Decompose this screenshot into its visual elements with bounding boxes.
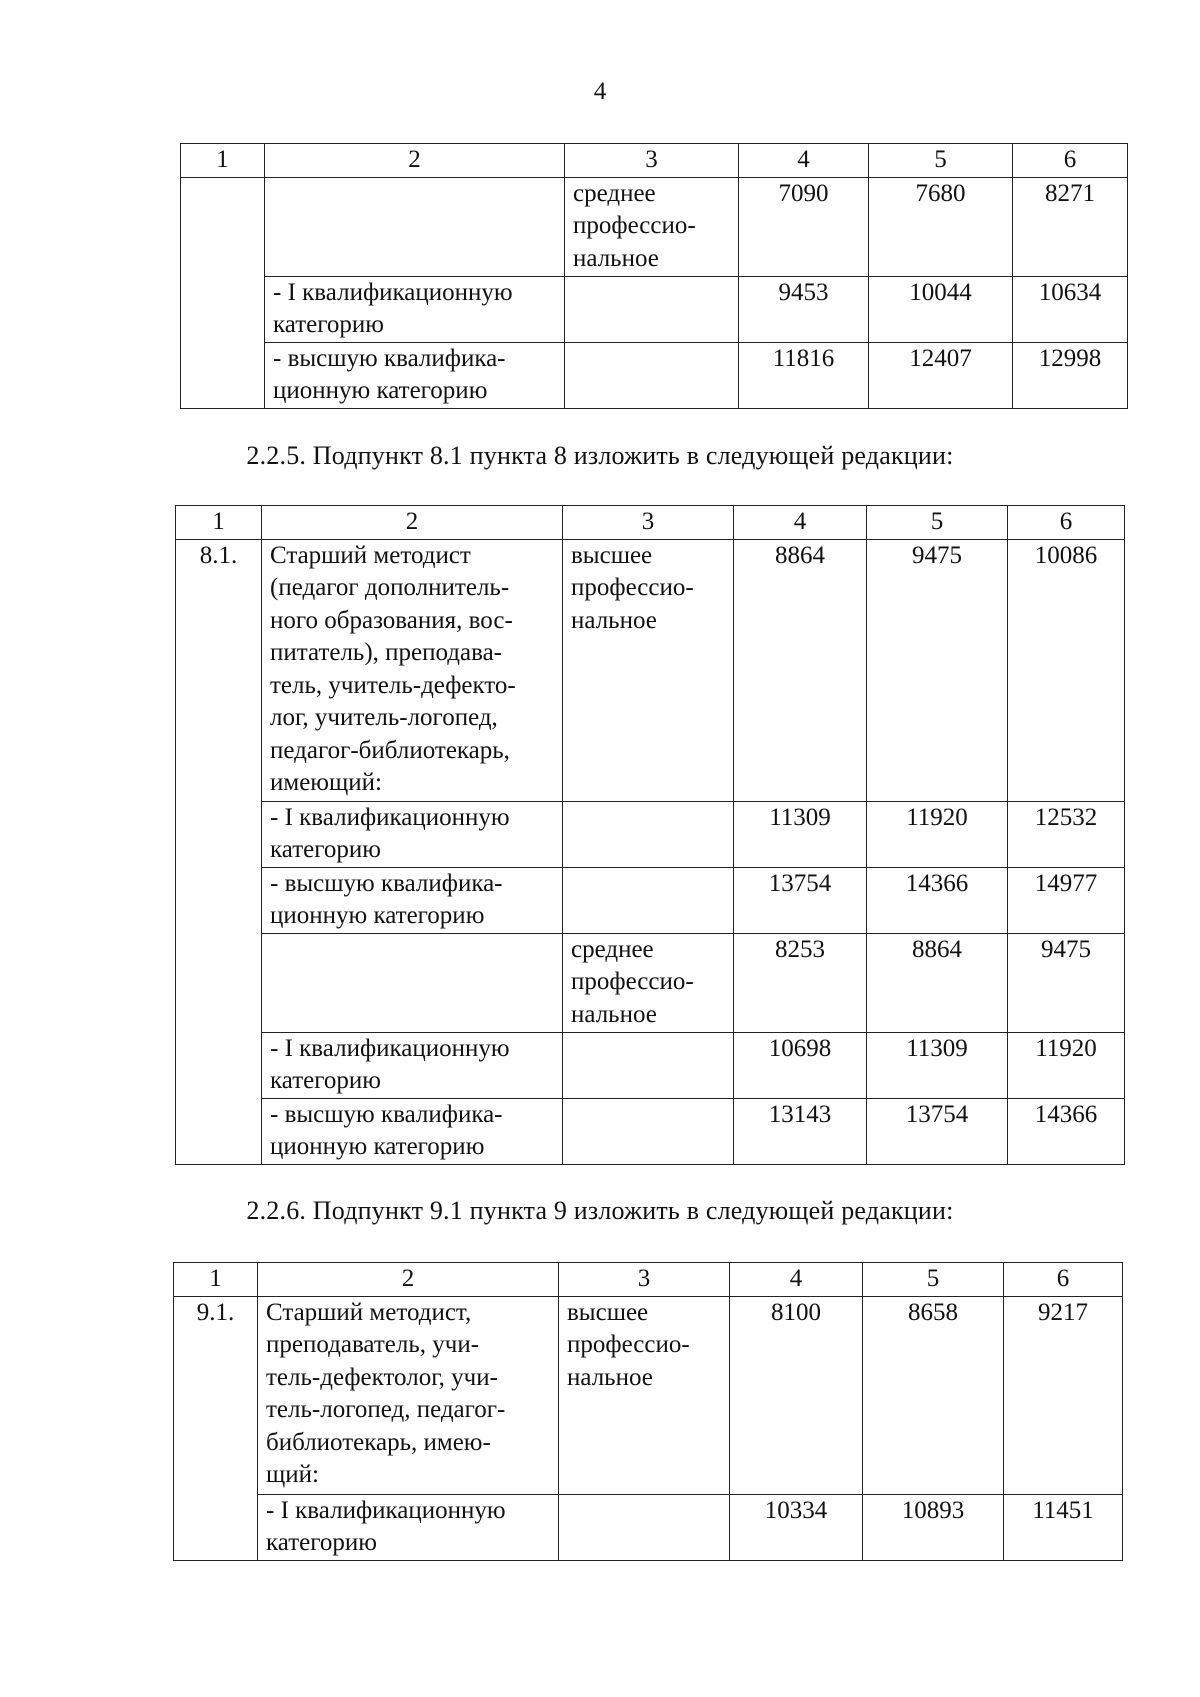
salary-cell: 10698	[734, 1032, 867, 1098]
salary-cell: 13754	[867, 1098, 1008, 1164]
header-cell: 1	[174, 1263, 258, 1297]
salary-cell: 9475	[1008, 933, 1125, 1032]
header-cell: 5	[863, 1263, 1004, 1297]
salary-table-continuation	[180, 143, 1128, 409]
salary-table-8-1	[175, 505, 1125, 1165]
education-cell: высшее профессио- нальное	[563, 539, 734, 801]
table-row	[176, 1032, 1125, 1098]
header-cell: 6	[1008, 506, 1125, 540]
salary-cell: 11309	[734, 801, 867, 867]
salary-cell: 8253	[734, 933, 867, 1032]
header-cell: 5	[867, 506, 1008, 540]
position-cell: - высшую квалифика- ционную категорию	[265, 342, 565, 408]
salary-cell: 12407	[869, 342, 1013, 408]
table-row	[176, 801, 1125, 867]
table-row	[181, 177, 1128, 276]
header-cell: 3	[559, 1263, 730, 1297]
salary-cell: 9217	[1004, 1296, 1123, 1494]
salary-cell: 13754	[734, 867, 867, 933]
salary-cell: 7090	[739, 177, 869, 276]
salary-cell: 11816	[739, 342, 869, 408]
row-index-cell: 8.1.	[176, 539, 262, 1164]
position-cell: - I квалификационную категорию	[265, 276, 565, 342]
amendment-paragraph-2-2-6: 2.2.6. Подпункт 9.1 пункта 9 изложить в следующей редакции:	[246, 1196, 954, 1225]
education-cell: высшее профессио- нальное	[559, 1296, 730, 1494]
header-cell: 5	[869, 144, 1013, 178]
salary-cell: 8100	[730, 1296, 863, 1494]
header-cell: 2	[265, 144, 565, 178]
education-cell	[563, 1098, 734, 1164]
table-header-row	[181, 144, 1128, 178]
salary-cell: 9475	[867, 539, 1008, 801]
header-cell: 3	[565, 144, 739, 178]
position-cell	[265, 177, 565, 276]
table-row	[176, 1098, 1125, 1164]
position-cell	[262, 933, 563, 1032]
salary-cell: 8271	[1013, 177, 1128, 276]
education-cell	[563, 801, 734, 867]
table-row	[181, 342, 1128, 408]
position-cell: Старший методист, преподаватель, учи- тель-дефектолог, учи- тель-логопед, педагог- библиотекарь, имею- щий:	[258, 1296, 559, 1494]
salary-cell: 11309	[867, 1032, 1008, 1098]
header-cell: 3	[563, 506, 734, 540]
header-cell: 6	[1004, 1263, 1123, 1297]
position-cell: - I квалификационную категорию	[258, 1494, 559, 1560]
salary-cell: 14977	[1008, 867, 1125, 933]
header-cell: 1	[176, 506, 262, 540]
salary-cell: 10334	[730, 1494, 863, 1560]
education-cell: среднее профессио- нальное	[565, 177, 739, 276]
salary-cell: 12532	[1008, 801, 1125, 867]
salary-cell: 14366	[1008, 1098, 1125, 1164]
salary-cell: 13143	[734, 1098, 867, 1164]
education-cell	[563, 1032, 734, 1098]
header-cell: 1	[181, 144, 265, 178]
salary-cell: 10086	[1008, 539, 1125, 801]
salary-cell: 10634	[1013, 276, 1128, 342]
education-cell	[565, 276, 739, 342]
salary-cell: 12998	[1013, 342, 1128, 408]
header-cell: 2	[262, 506, 563, 540]
header-cell: 4	[739, 144, 869, 178]
header-cell: 4	[734, 506, 867, 540]
salary-cell: 7680	[869, 177, 1013, 276]
table-row	[176, 867, 1125, 933]
salary-cell: 8864	[867, 933, 1008, 1032]
salary-cell: 11920	[1008, 1032, 1125, 1098]
amendment-paragraph-2-2-5: 2.2.5. Подпункт 8.1 пункта 8 изложить в следующей редакции:	[246, 441, 954, 470]
row-index-cell: 9.1.	[174, 1296, 258, 1560]
position-cell: - высшую квалифика- ционную категорию	[262, 1098, 563, 1164]
salary-cell: 8658	[863, 1296, 1004, 1494]
table-row	[181, 276, 1128, 342]
salary-cell: 9453	[739, 276, 869, 342]
salary-cell: 10893	[863, 1494, 1004, 1560]
education-cell	[563, 867, 734, 933]
position-cell: - I квалификационную категорию	[262, 801, 563, 867]
salary-table-9-1	[173, 1262, 1123, 1561]
salary-cell: 8864	[734, 539, 867, 801]
salary-cell: 11920	[867, 801, 1008, 867]
table-row	[174, 1494, 1123, 1560]
table-row	[176, 933, 1125, 1032]
table-row	[174, 1296, 1123, 1494]
salary-cell: 14366	[867, 867, 1008, 933]
position-cell: - высшую квалифика- ционную категорию	[262, 867, 563, 933]
table-header-row	[176, 506, 1125, 540]
header-cell: 6	[1013, 144, 1128, 178]
header-cell: 2	[258, 1263, 559, 1297]
education-cell	[565, 342, 739, 408]
page-number: 4	[593, 78, 607, 105]
salary-cell: 11451	[1004, 1494, 1123, 1560]
header-cell: 4	[730, 1263, 863, 1297]
position-cell: - I квалификационную категорию	[262, 1032, 563, 1098]
table-row	[176, 539, 1125, 801]
row-index-cell	[181, 177, 265, 408]
table-header-row	[174, 1263, 1123, 1297]
position-cell: Старший методист (педагог дополнитель- ного образования, вос- питатель), преподава- тель, учитель-дефекто- лог, учитель-логопед, педагог-библиотекарь, имеющий:	[262, 539, 563, 801]
salary-cell: 10044	[869, 276, 1013, 342]
education-cell	[559, 1494, 730, 1560]
education-cell: среднее профессио- нальное	[563, 933, 734, 1032]
